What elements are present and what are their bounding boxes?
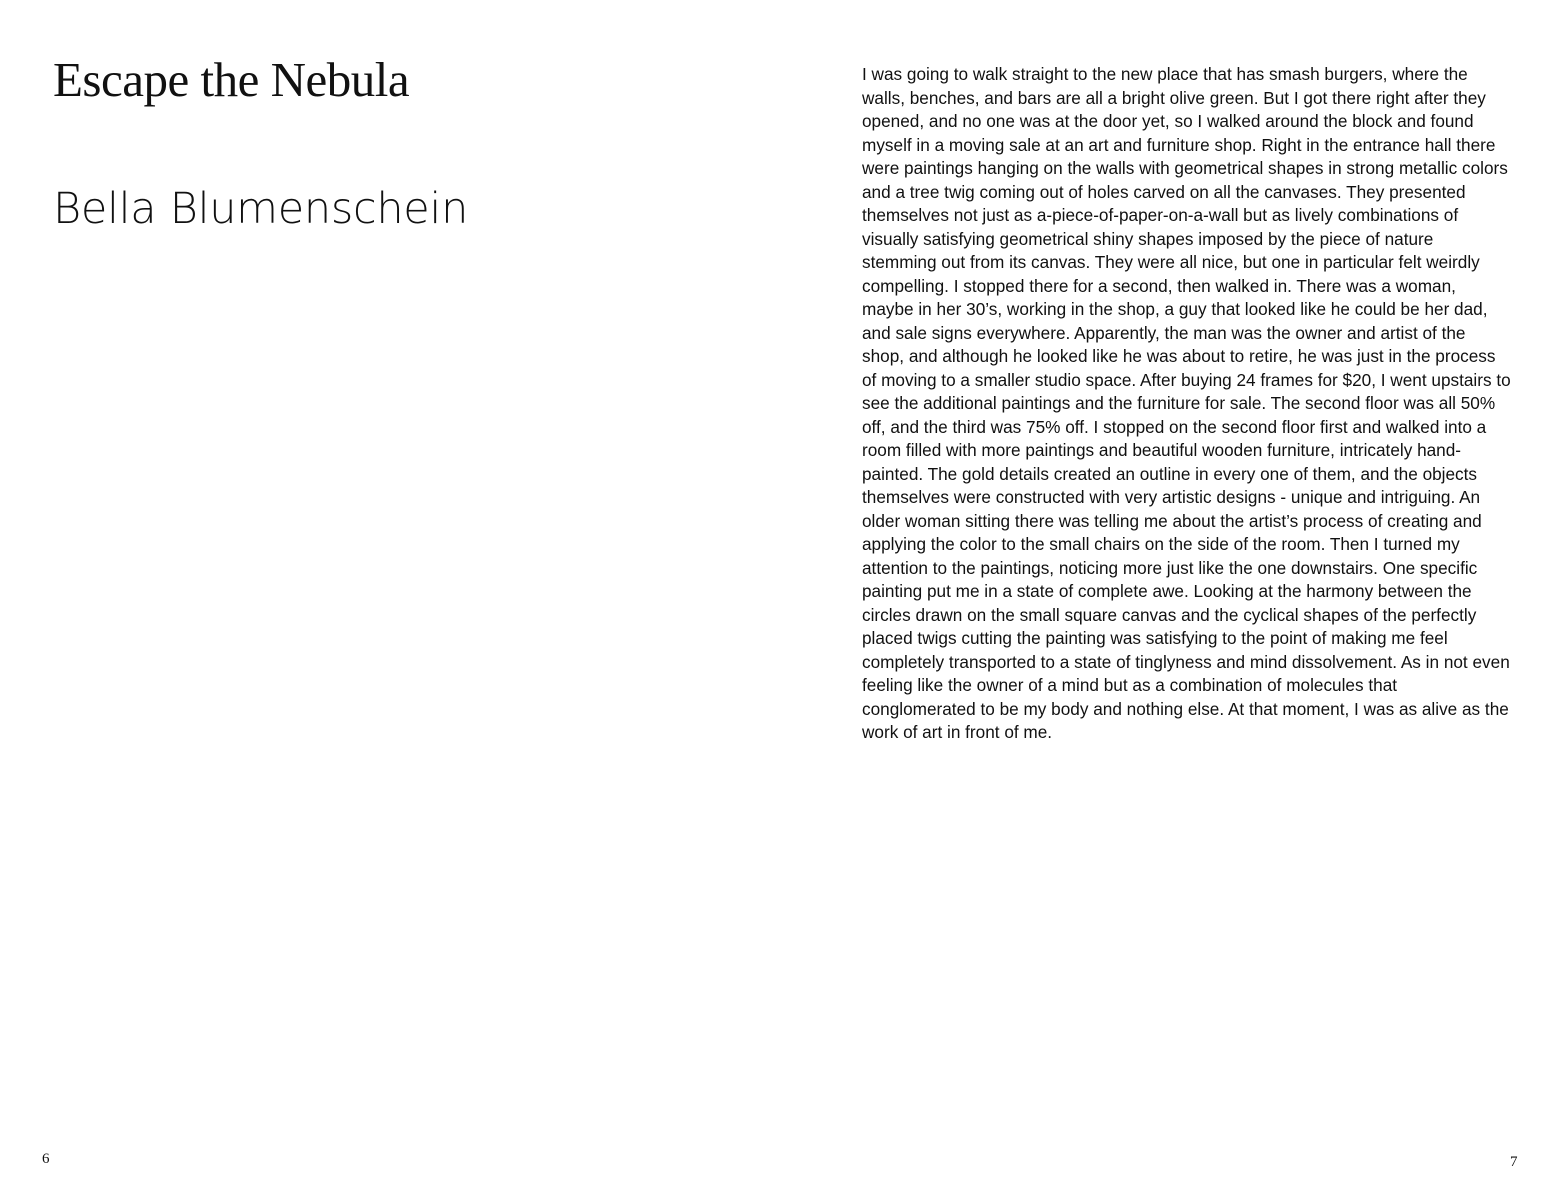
story-body-text: I was going to walk straight to the new place that has smash burgers, where the walls, benches, and bars are all a bright olive green. But I got there right after they opened, and no one was at the door yet, so I walked around the block and found myself in a moving sale at an art and furniture shop. Right in the entrance hall there were paintings hanging on the walls with geometrical shapes in strong metallic colors and a tree twig coming out of holes carved on all the canvases. They presented themselves not just as a-piece-of-paper-on-a-wall but as lively combinations of visually satisfying geometrical shiny shapes imposed by the piece of nature stemming out from its canvas. They were all nice, but one in particular felt weirdly compelling. I stopped there for a second, then walked in. There was a woman, maybe in her 30’s, working in the shop, a guy that looked like he could be her dad, and sale signs everywhere. Apparently, the man was the owner and artist of the shop, and although he looked like he was about to retire, he was just in the process of moving to a smaller studio space. After buying 24 frames for $20, I went upstairs to see the additional paintings and the furniture for sale. The second floor was all 50% off, and the third was 75% off. I stopped on the second floor first and walked into a room filled with more paintings and beautiful wooden furniture, intricately hand-painted. The gold details created an outline in every one of them, and the objects themselves were constructed with very artistic designs - unique and intriguing. An older woman sitting there was telling me about the artist’s process of creating and applying the color to the small chairs on the side of the room. Then I turned my attention to the paintings, noticing more just like the one downstairs. One specific painting put me in a state of complete awe. Looking at the harmony between the circles drawn on the small square canvas and the cyclical shapes of the perfectly placed twigs cutting the painting was satisfying to the point of making me feel completely transported to a state of tinglyness and mind dissolvement. As in not even feeling like the owner of a mind but as a combination of molecules that conglomerated to be my body and nothing else. At that moment, I was as alive as the work of art in front of me. (862, 64, 1511, 742)
story-title: Escape the Nebula (53, 52, 410, 107)
page-number-left: 6 (42, 1151, 50, 1167)
page-number-right: 7 (1510, 1154, 1518, 1170)
author-name: Bella Blumenschein (53, 184, 469, 234)
right-page (776, 0, 1552, 1199)
